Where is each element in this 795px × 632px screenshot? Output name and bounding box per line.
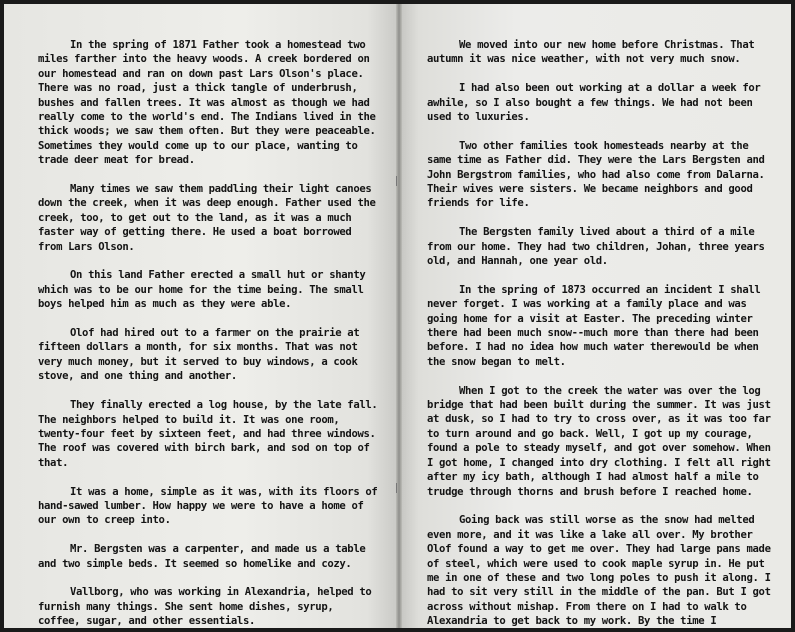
left-page-text — [38, 38, 378, 628]
staple-mark — [396, 483, 401, 493]
staple-mark — [396, 176, 401, 186]
paragraph: Vallborg, who was working in Alexandria, helped to furnish many things. She sent home dishes, syrup, coffee, sugar, and other essentials. — [38, 586, 372, 628]
paragraph: I had also been out working at a dollar a week for awhile, so I also bought a few things. We had not been used to luxuries. — [427, 82, 761, 124]
paragraph: On this land Father erected a small hut or shanty which was to be our home for the time being. The small boys helped him as much as they were able. — [38, 269, 366, 311]
paragraph: Two other families took homesteads nearby at the same time as Father did. They were the Lars Bergsten and John Bergstrom families, who had also come from Dalarna. Their wives were sisters. We became neighbors and good friends for life. — [427, 139, 765, 210]
paragraph: Olof had hired out to a farmer on the prairie at fifteen dollars a month, for six months. That was not very much money, but it served to buy windows, a cook stove, and one thing and another. — [38, 327, 360, 383]
left-page — [4, 4, 399, 628]
paragraph: In the spring of 1873 occurred an incident I shall never forget. I was working at a family place and was going home for a visit at Easter. The preceding winter there had been much snow--much more than there had been before. I had no idea how much water therewould be when the snow began to melt. — [427, 283, 761, 368]
book-spine — [396, 4, 402, 628]
paragraph: Mr. Bergsten was a carpenter, and made us a table and two simple beds. It seemed so homelike and cozy. — [38, 543, 366, 570]
paragraph: Many times we saw them paddling their light canoes down the creek, when it was deep enough. Father used the creek, too, to get out to the land, as it was a much faster way of getting there. He used a boat borrowed from Lars Olson. — [38, 183, 376, 253]
paragraph: Going back was still worse as the snow had melted even more, and it was like a lake all over. My brother Olof found a way to get me over. They had large pans made of steel, which were used to cook maple syrup in. He put me in one of these and two long poles to push it along. I had to sit very still in the middle of the pan. But I got across without mishap. From there on I had to walk to Alexandria to get back to my work. By the time I — [427, 514, 771, 628]
paragraph: They finally erected a log house, by the late fall. The neighbors helped to build it. It was one room, twenty-four feet by sixteen feet, and had three windows. The roof was covered with birch bark, and sod on top of that. — [38, 399, 378, 469]
paragraph: In the spring of 1871 Father took a homestead two miles farther into the heavy woods. A creek bordered on our homestead and ran on down past Lars Olson's place. There was no road, just a thick tangle of underbrush, bushes and fallen trees. It was almost as though we had really come to the world's end. The Indians lived in the thick woods; we saw them often. But they were peaceable. Sometimes they would come up to our place, wanting to trade deer meat for bread. — [38, 39, 376, 167]
paragraph: When I got to the creek the water was over the log bridge that had been built during the summer. It was just at dusk, so I had to try to cross over, as it was too far to turn around and go back. Well, I got up my courage, found a pole to steady myself, and got over somehow. When I got home, I changed into dry clothing. I felt all right after my icy bath, although I had almost half a mile to trudge through thorns and brush before I reached home. — [427, 384, 771, 498]
paragraph: The Bergsten family lived about a third of a mile from our home. They had two children, Johan, three years old, and Hannah, one year old. — [427, 226, 765, 268]
paragraph: It was a home, simple as it was, with its floors of hand-sawed lumber. How happy we were to have a home of our own to creep into. — [38, 485, 378, 527]
right-page-text — [427, 38, 777, 628]
paragraph: We moved into our new home before Christmas. That autumn it was nice weather, with not very much snow. — [427, 39, 755, 66]
right-page — [399, 4, 791, 628]
